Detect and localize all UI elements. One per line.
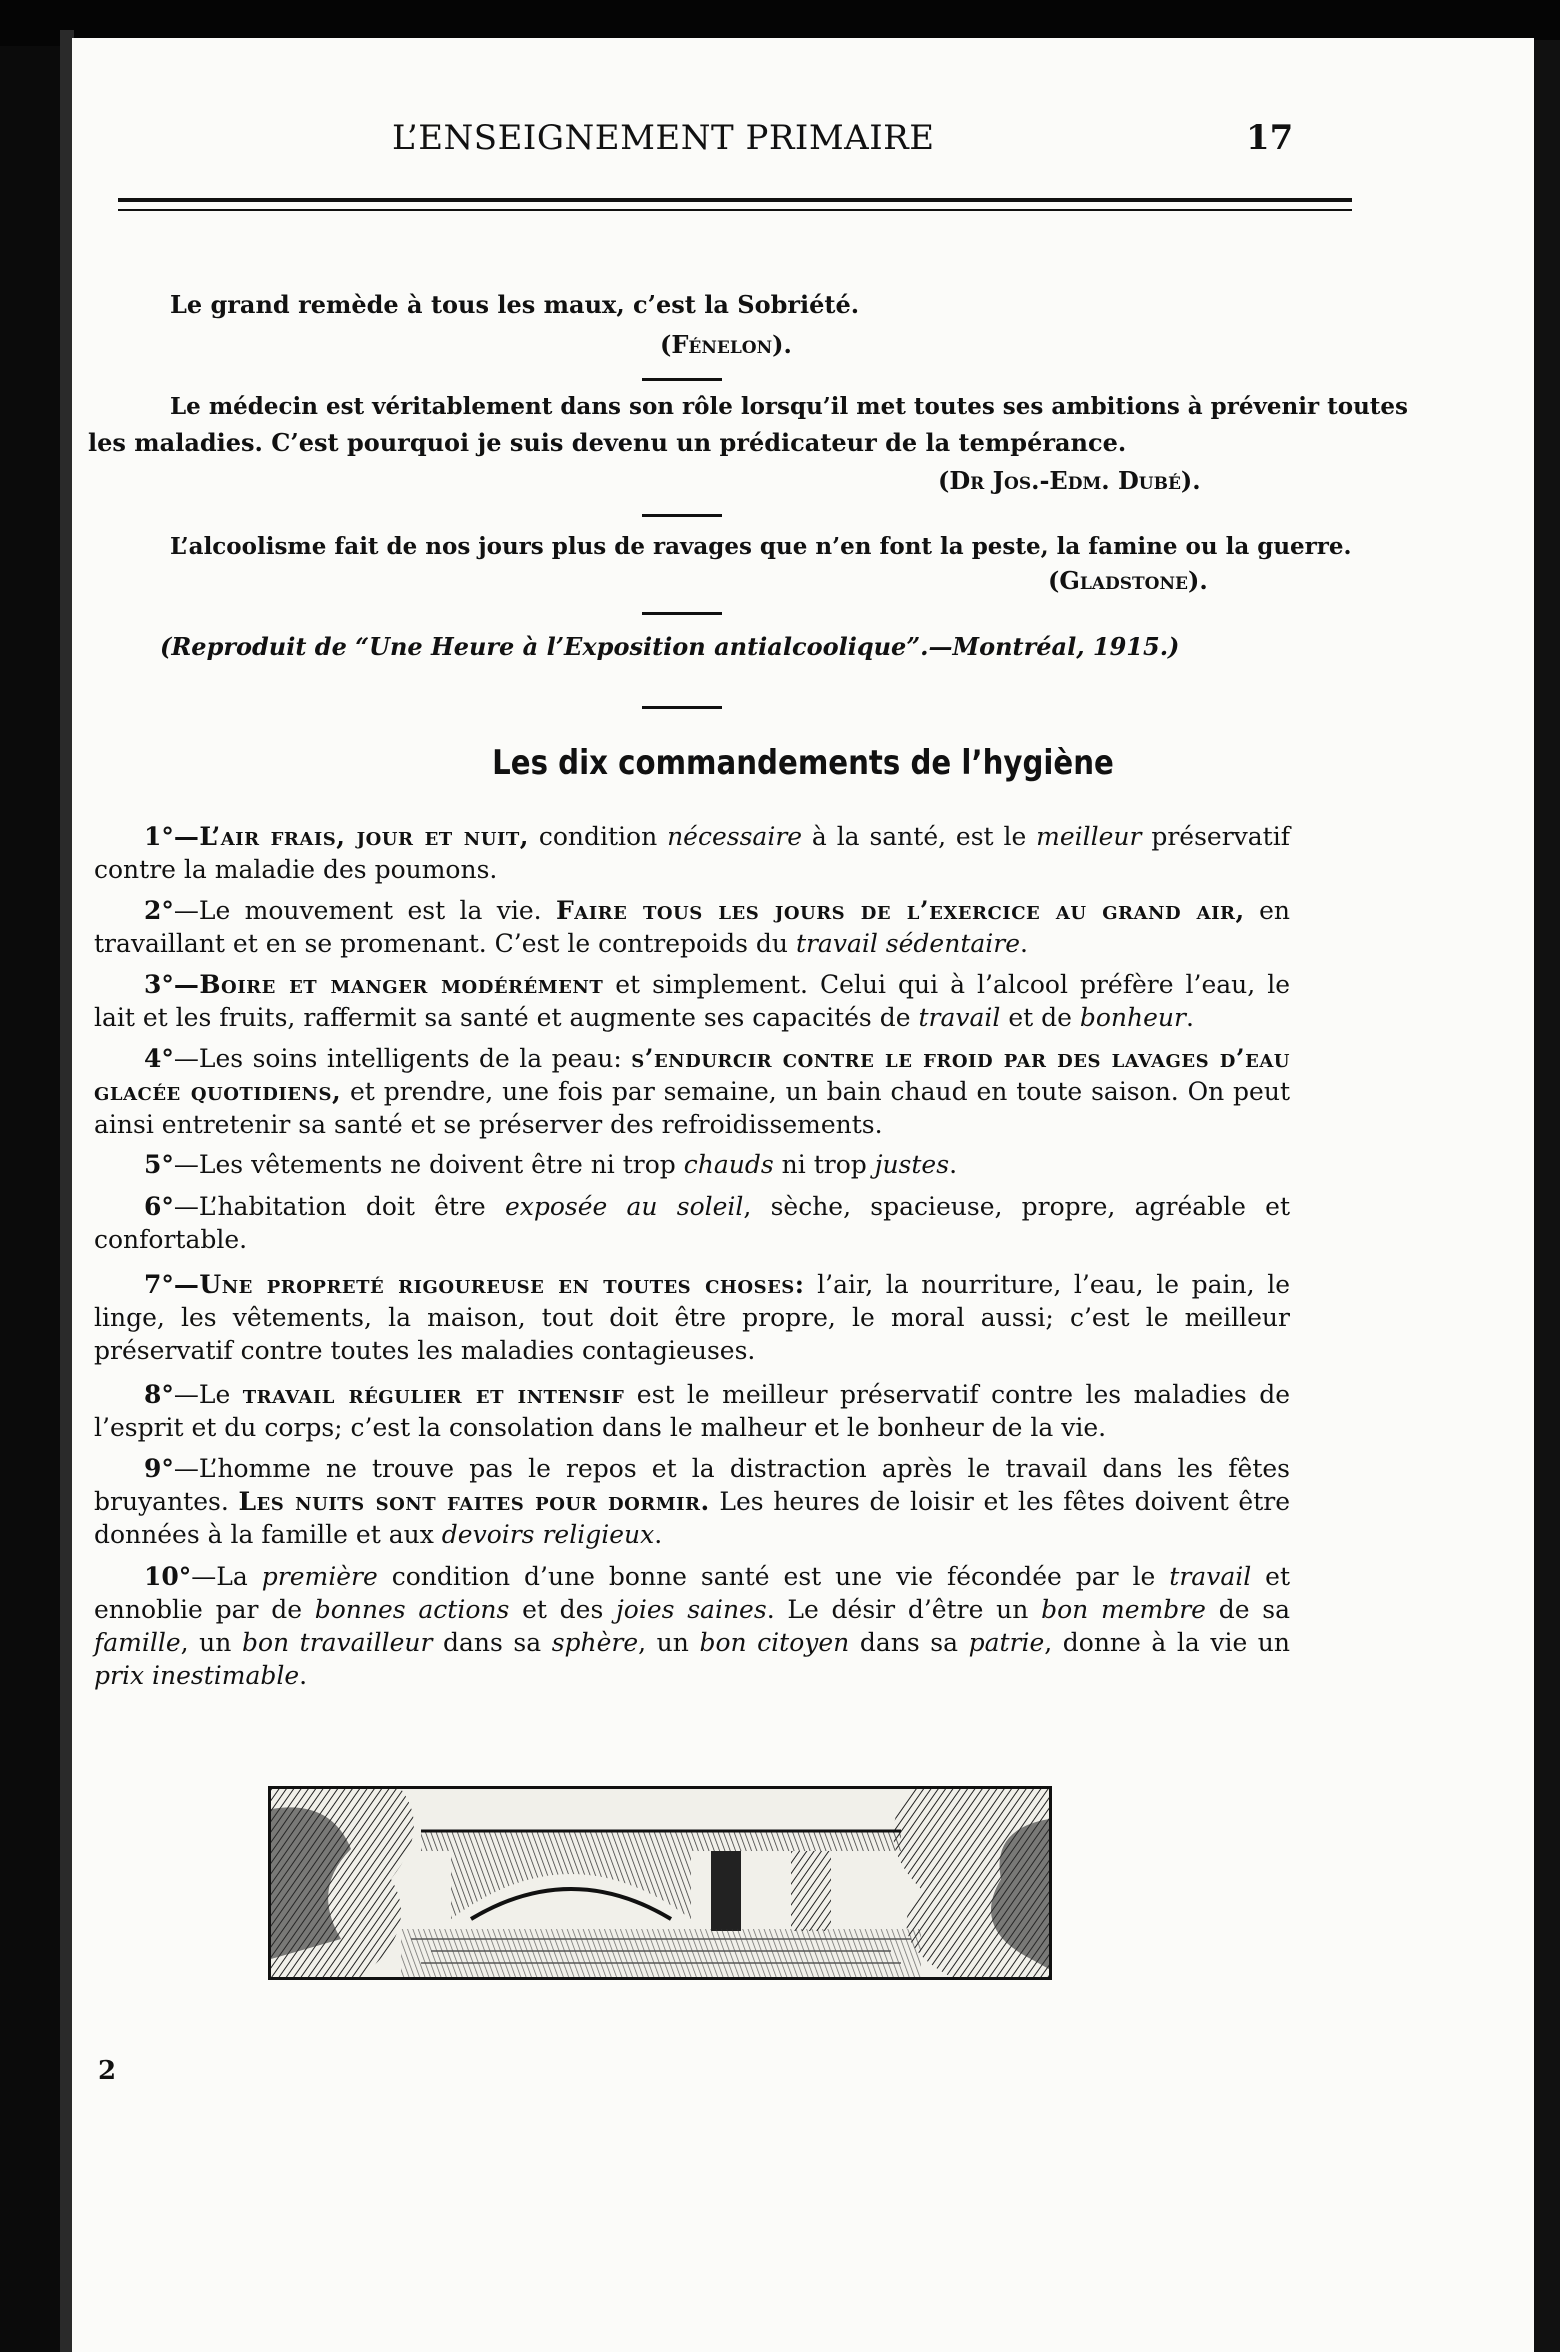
separator-rule <box>642 378 722 381</box>
document-page <box>72 38 1534 2352</box>
scan-right-edge <box>1534 40 1560 2352</box>
quote-dube-line2: les maladies. C’est pourquoi je suis devenu un prédicateur de la tempérance. <box>88 428 1127 457</box>
commandment-7: 7°—Une propreté rigoureuse en toutes choses: l’air, la nourriture, l’eau, le pain, le linge, les vêtements, la maison, tout doit être propre, le moral aussi; c’est le meilleur préservatif contre toutes les maladies contagieuses. <box>94 1270 1291 1365</box>
commandment-8: 8°—Le travail régulier et intensif est le meilleur préservatif contre les maladies de l’esprit et du corps; c’est la consolation dans le malheur et le bonheur de la vie. <box>94 1380 1290 1442</box>
signature-mark: 2 <box>98 2056 117 2086</box>
attribution-dube: (Dr Jos.-Edm. Dubé). <box>938 466 1201 495</box>
commandment-5: 5°—Les vêtements ne doivent être ni trop chauds ni trop justes. <box>144 1150 958 1179</box>
quote-gladstone: L’alcoolisme fait de nos jours plus de ravages que n’en font la peste, la famine ou la guerre. <box>170 533 1352 560</box>
separator-rule <box>642 612 722 615</box>
source-tail: .—Montréal, 1915.) <box>920 632 1180 661</box>
quote-fenelon: Le grand remède à tous les maux, c’est la Sobriété. <box>170 290 860 319</box>
source-title: “Une Heure à l’Exposition antialcoolique” <box>355 632 921 661</box>
commandment-6: 6°—L’habitation doit être exposée au soleil, sèche, spacieuse, propre, agréable et confortable. <box>94 1192 1290 1254</box>
commandment-2: 2°—Le mouvement est la vie. Faire tous les jours de l’exercice au grand air, en travaillant et en se promenant. C’est le contrepoids du travail sédentaire. <box>94 896 1290 958</box>
attribution-fenelon: (Fénelon). <box>660 330 792 359</box>
separator-rule <box>642 514 722 517</box>
source-citation <box>160 632 1179 661</box>
commandment-4: 4°—Les soins intelligents de la peau: s’endurcir contre le froid par des lavages d’eau glacée quotidiens, et prendre, une fois par semaine, un bain chaud en toute saison. On peut ainsi entretenir sa santé et se préserver des refroidissements. <box>94 1044 1290 1139</box>
bridge-engraving-icon <box>271 1789 1049 1977</box>
header-rule-thin <box>118 209 1352 211</box>
running-header: L’ENSEIGNEMENT PRIMAIRE <box>392 118 935 158</box>
commandment-1: 1°—L’air frais, jour et nuit, condition nécessaire à la santé, est le meilleur préservatif contre la maladie des poumons. <box>94 822 1290 884</box>
commandment-10: 10°—La première condition d’une bonne santé est une vie fécondée par le travail et ennoblie par de bonnes actions et des joies saines. Le désir d’être un bon membre de sa famille, un bon travailleur dans sa sphère, un bon citoyen dans sa patrie, donne à la vie un prix inestimable. <box>94 1562 1291 1690</box>
attribution-gladstone: (Gladstone). <box>1048 566 1208 595</box>
commandment-9: 9°—L’homme ne trouve pas le repos et la distraction après le travail dans les fêtes bruyantes. Les nuits sont faites pour dormir. Les heures de loisir et les fêtes doivent être données à la famille et aux devoirs religieux. <box>94 1454 1290 1549</box>
header-rule-thick <box>118 198 1352 202</box>
source-lead: (Reproduit de <box>160 632 356 661</box>
separator-rule <box>642 706 722 709</box>
commandment-3: 3°—Boire et manger modérément et simplement. Celui qui à l’alcool préfère l’eau, le lait et les fruits, raffermit sa santé et augmente ses capacités de travail et de bonheur. <box>94 970 1290 1032</box>
quote-dube-line1: Le médecin est véritablement dans son rôle lorsqu’il met toutes ses ambitions à prévenir toutes <box>170 393 1408 420</box>
bridge-engraving-illustration <box>268 1786 1052 1980</box>
page-number: 17 <box>1246 118 1294 158</box>
section-heading: Les dix commandements de l’hygiène <box>492 743 1114 783</box>
